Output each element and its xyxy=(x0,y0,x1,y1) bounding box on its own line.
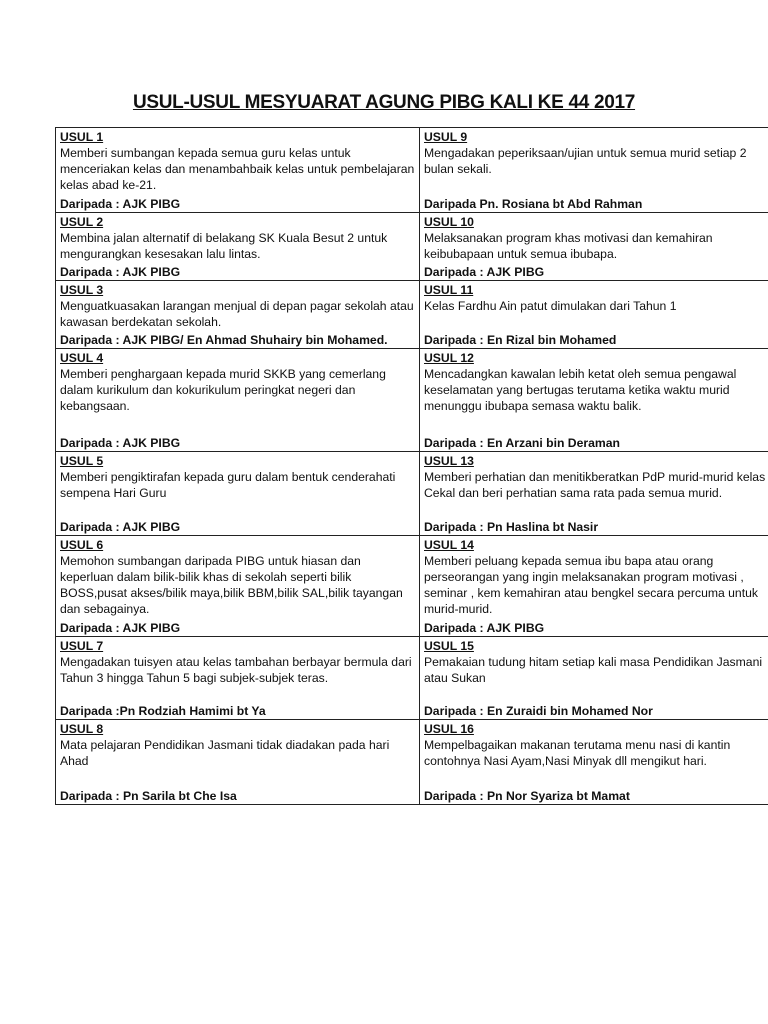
motion-heading: USUL 16 xyxy=(424,722,474,736)
motion-text: Mempelbagaikan makanan terutama menu nasi di kantin contohnya Nasi Ayam,Nasi Minyak dll mengikut hari. xyxy=(424,738,731,768)
motion-text: Memberi peluang kepada semua ibu bapa atau orang perseorangan yang ingin melaksanakan program motivasi , seminar , kem kemahiran atau bengkel secara percuma untuk murid-murid. xyxy=(424,554,758,616)
motion-proposer: Daripada : AJK PIBG xyxy=(424,265,545,279)
motion-text: Memberi sumbangan kepada semua guru kelas untuk menceriakan kelas dan menambahbaik kelas untuk pembelajaran kelas abad ke-21. xyxy=(60,146,415,192)
motion-cell-right xyxy=(420,349,768,452)
table-row xyxy=(56,720,768,805)
table-row xyxy=(56,213,768,281)
motion-heading: USUL 8 xyxy=(60,722,104,736)
cell-spacer xyxy=(424,769,766,788)
motion-text: Menguatkuasakan larangan menjual di depan pagar sekolah atau kawasan berdekatan sekolah. xyxy=(60,299,414,329)
motion-cell-content xyxy=(56,128,419,212)
motion-heading: USUL 15 xyxy=(424,639,474,653)
motion-text: Kelas Fardhu Ain patut dimulakan dari Tahun 1 xyxy=(424,299,677,313)
cell-spacer xyxy=(424,414,766,435)
motion-text: Pemakaian tudung hitam setiap kali masa Pendidikan Jasmani atau Sukan xyxy=(424,655,763,685)
motion-heading: USUL 2 xyxy=(60,215,104,229)
motion-cell-content xyxy=(56,452,419,535)
motion-proposer: Daripada :Pn Rodziah Hamimi bt Ya xyxy=(60,704,266,718)
cell-spacer xyxy=(424,501,766,519)
motion-proposer: Daripada : En Zuraidi bin Mohamed Nor xyxy=(424,704,653,718)
motion-cell-content xyxy=(56,536,419,636)
motion-proposer: Daripada : AJK PIBG xyxy=(60,265,181,279)
motion-heading: USUL 12 xyxy=(424,351,474,365)
table-row xyxy=(56,128,768,213)
cell-spacer xyxy=(60,501,415,519)
motion-proposer: Daripada : AJK PIBG xyxy=(60,197,181,211)
motion-cell-content xyxy=(56,349,419,451)
motion-cell-content xyxy=(56,213,419,280)
cell-spacer xyxy=(60,414,415,435)
motion-heading: USUL 14 xyxy=(424,538,474,552)
motion-cell-content xyxy=(56,637,419,719)
motion-heading: USUL 13 xyxy=(424,454,474,468)
motion-heading: USUL 5 xyxy=(60,454,104,468)
table-row xyxy=(56,281,768,349)
motion-proposer: Daripada : En Arzani bin Deraman xyxy=(424,436,620,450)
cell-spacer xyxy=(424,177,766,196)
motion-cell-content xyxy=(420,128,768,212)
motion-cell-content xyxy=(420,452,768,535)
motion-cell-content xyxy=(420,637,768,719)
motion-cell-right xyxy=(420,213,768,281)
motion-text: Melaksanakan program khas motivasi dan kemahiran keibubapaan untuk semua ibubapa. xyxy=(424,231,713,261)
cell-spacer xyxy=(424,686,766,703)
motion-proposer: Daripada Pn. Rosiana bt Abd Rahman xyxy=(424,197,643,211)
motion-cell-left xyxy=(56,128,420,213)
table-row xyxy=(56,536,768,637)
motion-proposer: Daripada : En Rizal bin Mohamed xyxy=(424,333,617,347)
motion-heading: USUL 4 xyxy=(60,351,104,365)
motion-text: Mata pelajaran Pendidikan Jasmani tidak diadakan pada hari Ahad xyxy=(60,738,390,768)
motion-proposer: Daripada : AJK PIBG/ En Ahmad Shuhairy bin Mohamed. xyxy=(60,333,388,347)
motion-cell-left xyxy=(56,281,420,349)
motion-cell-content xyxy=(420,720,768,804)
motion-proposer: Daripada : AJK PIBG xyxy=(424,621,545,635)
motion-cell-left xyxy=(56,536,420,637)
cell-spacer xyxy=(60,769,415,788)
motion-cell-left xyxy=(56,637,420,720)
motion-cell-right xyxy=(420,128,768,213)
motion-text: Mengadakan tuisyen atau kelas tambahan berbayar bermula dari Tahun 3 hingga Tahun 5 bagi subjek-subjek teras. xyxy=(60,655,412,685)
motion-heading: USUL 9 xyxy=(424,130,468,144)
motion-proposer: Daripada : AJK PIBG xyxy=(60,621,181,635)
document-title: USUL-USUL MESYUARAT AGUNG PIBG KALI KE 44 2017 xyxy=(132,92,636,113)
motion-text: Mengadakan peperiksaan/ujian untuk semua murid setiap 2 bulan sekali. xyxy=(424,146,747,176)
motion-text: Membina jalan alternatif di belakang SK Kuala Besut 2 untuk mengurangkan kesesakan lalu lintas. xyxy=(60,231,388,261)
motion-cell-right xyxy=(420,536,768,637)
motion-cell-left xyxy=(56,349,420,452)
motion-heading: USUL 7 xyxy=(60,639,104,653)
motion-cell-content xyxy=(420,281,768,348)
motion-cell-content xyxy=(420,213,768,280)
motion-cell-content xyxy=(56,281,419,348)
motion-heading: USUL 1 xyxy=(60,130,104,144)
motion-heading: USUL 11 xyxy=(424,283,474,297)
motion-cell-left xyxy=(56,452,420,536)
motion-cell-right xyxy=(420,452,768,536)
motion-text: Memberi pengiktirafan kepada guru dalam bentuk cenderahati sempena Hari Guru xyxy=(60,470,396,500)
motion-cell-right xyxy=(420,720,768,805)
motion-cell-right xyxy=(420,637,768,720)
table-row xyxy=(56,349,768,452)
motion-heading: USUL 10 xyxy=(424,215,474,229)
table-row xyxy=(56,637,768,720)
motion-proposer: Daripada : AJK PIBG xyxy=(60,436,181,450)
motions-table xyxy=(55,127,768,805)
motion-cell-right xyxy=(420,281,768,349)
motion-text: Memohon sumbangan daripada PIBG untuk hiasan dan keperluan dalam bilik-bilik khas di sekolah seperti bilik BOSS,pusat akses/bilik maya,bilik BBM,bilik SAL,bilik tayangan dan sebagainya. xyxy=(60,554,403,616)
motion-cell-content xyxy=(56,720,419,804)
motion-cell-content xyxy=(420,349,768,451)
motion-cell-left xyxy=(56,720,420,805)
motion-proposer: Daripada : Pn Sarila bt Che Isa xyxy=(60,789,237,803)
motion-text: Mencadangkan kawalan lebih ketat oleh semua pengawal keselamatan yang bertugas terutama ketika waktu murid menunggu ibubapa semasa waktu balik. xyxy=(424,367,737,413)
motion-proposer: Daripada : Pn Haslina bt Nasir xyxy=(424,520,599,534)
motion-text: Memberi penghargaan kepada murid SKKB yang cemerlang dalam kurikulum dan kokurikulum peringkat negeri dan kebangsaan. xyxy=(60,367,386,413)
motion-cell-left xyxy=(56,213,420,281)
motion-proposer: Daripada : AJK PIBG xyxy=(60,520,181,534)
motion-cell-content xyxy=(420,536,768,636)
cell-spacer xyxy=(424,314,766,332)
motion-text: Memberi perhatian dan menitikberatkan PdP murid-murid kelas Cekal dan beri perhatian sama rata pada semua murid. xyxy=(424,470,766,500)
motion-proposer: Daripada : Pn Nor Syariza bt Mamat xyxy=(424,789,630,803)
cell-spacer xyxy=(60,686,415,703)
motion-heading: USUL 3 xyxy=(60,283,104,297)
motions-table-body xyxy=(56,128,768,805)
motion-heading: USUL 6 xyxy=(60,538,104,552)
table-row xyxy=(56,452,768,536)
